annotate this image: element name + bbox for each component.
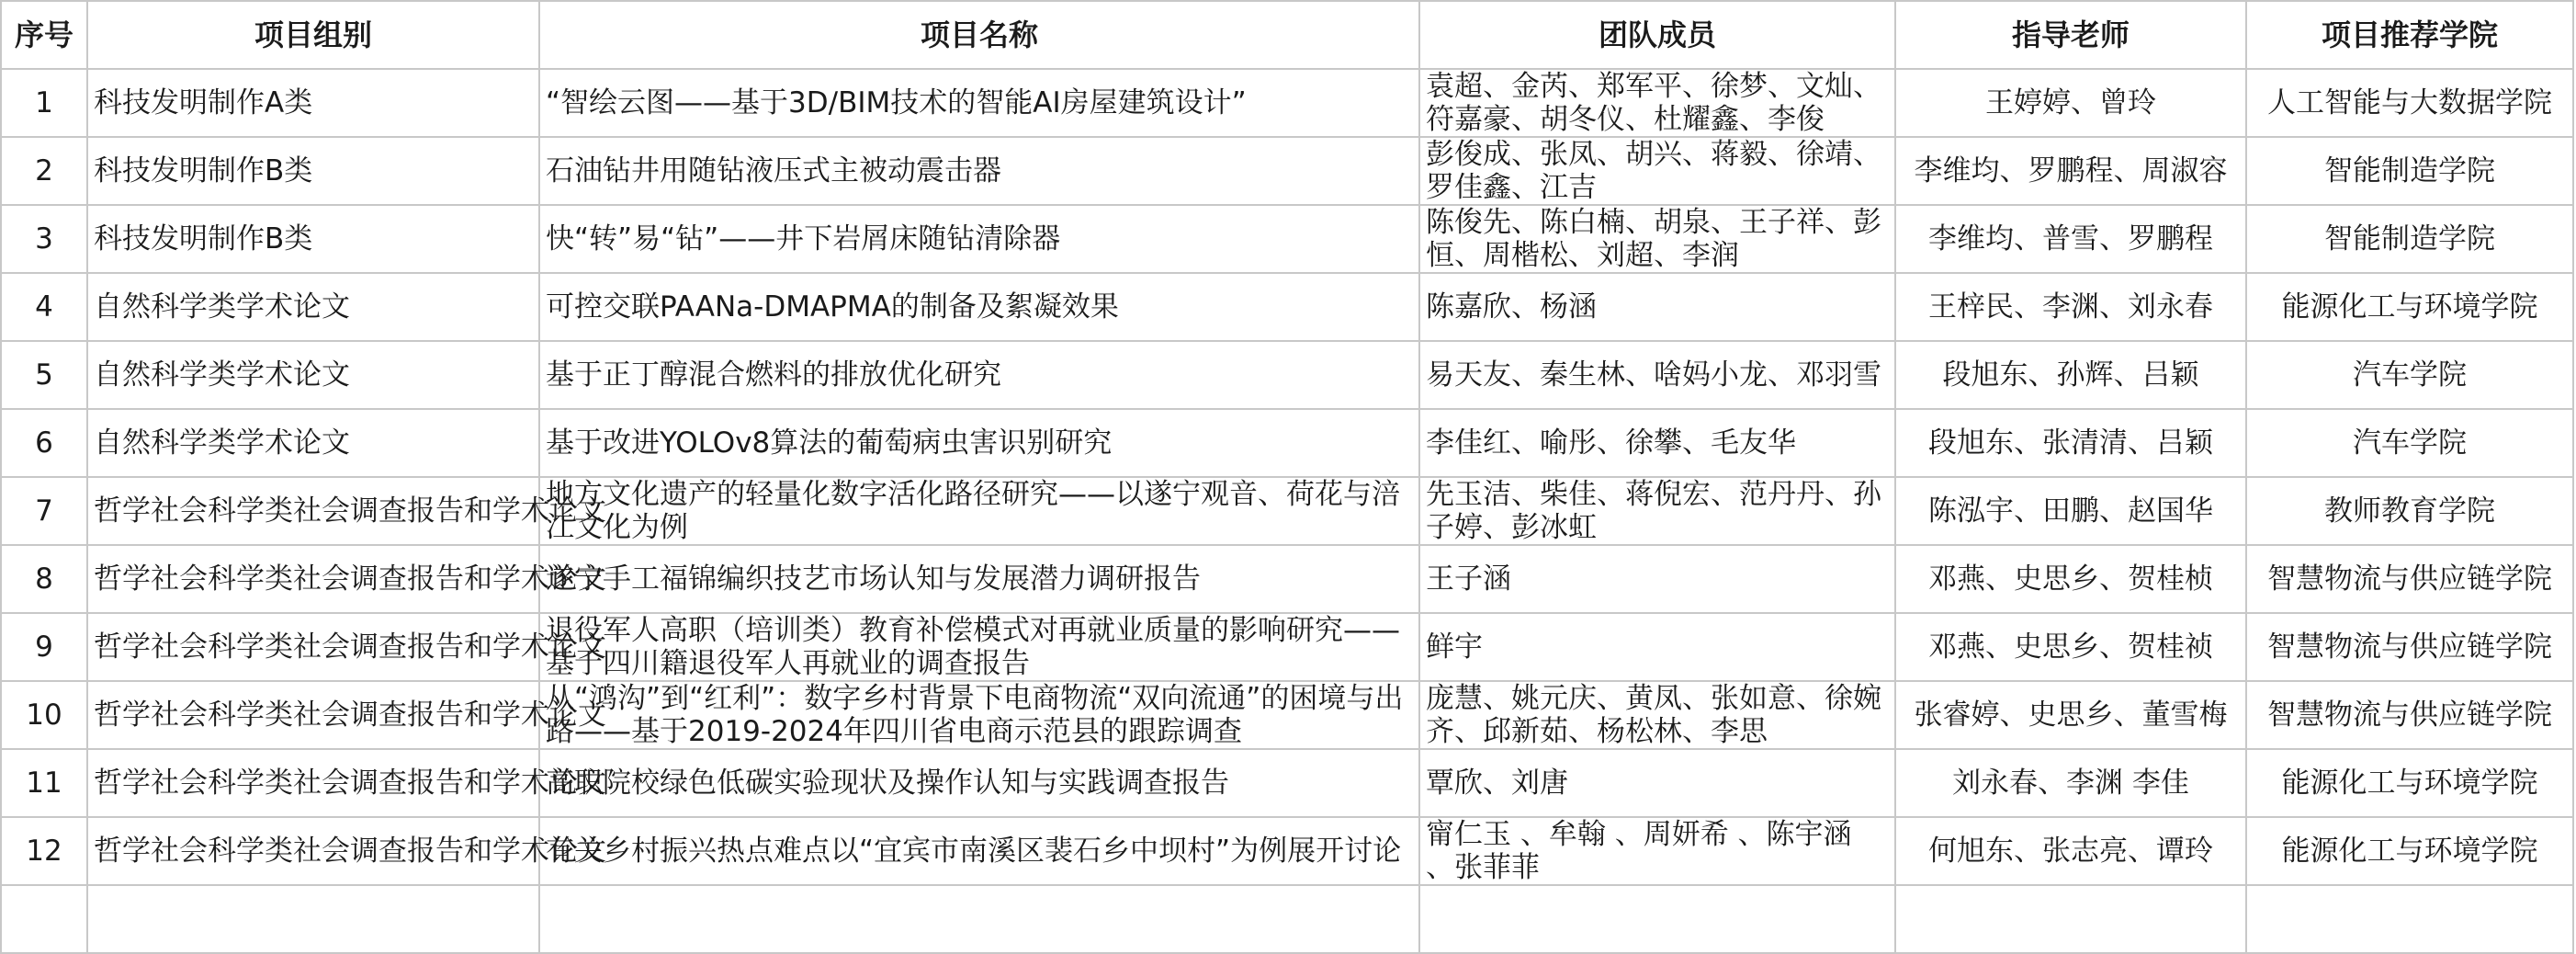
header-cell-index[interactable]: 序号: [1, 1, 87, 69]
index-cell[interactable]: [1, 205, 87, 273]
team-members-cell[interactable]: [1419, 545, 1895, 613]
team-members-cell[interactable]: [1419, 137, 1895, 205]
empty-cell[interactable]: [1895, 885, 2246, 953]
table-row: [1, 749, 2573, 817]
index-cell-text: 8: [35, 562, 53, 596]
project-name-cell-text: 遂宁手工福锦编织技艺市场认知与发展潜力调研报告: [546, 562, 1201, 596]
project-name-cell-text: 地方文化遗产的轻量化数字活化路径研究——以遂宁观音、荷花与涪江文化为例: [546, 478, 1400, 544]
college-cell[interactable]: [2246, 477, 2573, 545]
project-name-cell-text: 基于改进YOLOv8算法的葡萄病虫害识别研究: [546, 426, 1113, 460]
college-cell[interactable]: [2246, 681, 2573, 749]
advisor-cell-text: 邓燕、史思乡、贺桂祯: [1928, 630, 2213, 664]
group-cell[interactable]: [87, 817, 606, 885]
group-cell-text: 哲学社会科学类社会调查报告和学术论文: [94, 698, 606, 732]
header-cell-team[interactable]: 团队成员: [1419, 1, 1895, 69]
college-cell-text: 智能制造学院: [2324, 222, 2495, 256]
college-cell-text: 教师教育学院: [2324, 494, 2495, 528]
team-members-cell-text: 甯仁玉 、牟翰 、周妍希 、陈宇涵 、张菲菲: [1426, 818, 1852, 884]
table-row: [1, 341, 2573, 409]
college-cell-text: 能源化工与环境学院: [2281, 767, 2538, 800]
team-members-cell[interactable]: [1419, 477, 1895, 545]
project-name-cell[interactable]: [539, 273, 1419, 341]
empty-row: [1, 885, 2573, 953]
college-cell-text: 能源化工与环境学院: [2281, 290, 2538, 324]
project-name-cell[interactable]: [539, 341, 1419, 409]
college-cell-text: 智慧物流与供应链学院: [2267, 698, 2552, 732]
project-name-cell[interactable]: [539, 613, 1419, 681]
team-members-cell-text: 陈俊先、陈白楠、胡泉、王子祥、彭恒、周楷松、刘超、李润: [1426, 206, 1881, 272]
index-cell[interactable]: [1, 409, 87, 477]
team-members-cell-text: 覃欣、刘唐: [1426, 767, 1568, 800]
team-members-cell[interactable]: [1419, 749, 1895, 817]
college-cell-text: 汽车学院: [2353, 358, 2467, 392]
advisor-cell[interactable]: [1895, 817, 2246, 885]
index-cell-text: 4: [35, 290, 53, 324]
team-members-cell[interactable]: [1419, 69, 1895, 137]
index-cell-text: 3: [35, 222, 53, 256]
group-cell-text: 自然科学类学术论文: [94, 290, 350, 324]
advisor-cell-text: 何旭东、张志亮、谭玲: [1928, 835, 2213, 868]
header-row: [1, 1, 2573, 69]
index-cell[interactable]: [1, 545, 87, 613]
advisor-cell-text: 段旭东、孙辉、吕颖: [1942, 358, 2199, 392]
team-members-cell[interactable]: [1419, 341, 1895, 409]
group-cell-text: 哲学社会科学类社会调查报告和学术论文: [94, 835, 606, 868]
project-name-cell[interactable]: [539, 409, 1419, 477]
college-cell[interactable]: [2246, 137, 2573, 205]
group-cell-text: 自然科学类学术论文: [94, 426, 350, 460]
empty-cell[interactable]: [539, 885, 1419, 953]
group-cell[interactable]: [87, 681, 606, 749]
college-cell[interactable]: [2246, 817, 2573, 885]
table-row: [1, 137, 2573, 205]
group-cell-text: 哲学社会科学类社会调查报告和学术论文: [94, 494, 606, 528]
advisor-cell[interactable]: [1895, 273, 2246, 341]
table-row: [1, 477, 2573, 545]
group-cell[interactable]: [87, 273, 539, 341]
advisor-cell-text: 邓燕、史思乡、贺桂桢: [1928, 562, 2213, 596]
college-cell[interactable]: [2246, 273, 2573, 341]
index-cell[interactable]: [1, 817, 87, 885]
college-cell[interactable]: [2246, 69, 2573, 137]
college-cell[interactable]: [2246, 749, 2573, 817]
advisor-cell-text: 刘永春、李渊 李佳: [1952, 767, 2189, 800]
group-cell-text: 哲学社会科学类社会调查报告和学术论文: [94, 630, 606, 664]
project-name-cell-text: “智绘云图——基于3D/BIM技术的智能AI房屋建筑设计”: [546, 86, 1247, 119]
index-cell-text: 12: [26, 835, 62, 868]
empty-cell[interactable]: [1419, 885, 1895, 953]
team-members-cell-text: 袁超、金芮、郑军平、徐梦、文灿、符嘉豪、胡冬仪、杜耀鑫、李俊: [1426, 70, 1881, 136]
index-cell-text: 6: [35, 426, 53, 460]
index-cell[interactable]: [1, 477, 87, 545]
college-cell-text: 人工智能与大数据学院: [2267, 86, 2552, 119]
project-name-cell[interactable]: [539, 681, 1419, 749]
empty-cell[interactable]: [2246, 885, 2573, 953]
advisor-cell[interactable]: [1895, 341, 2246, 409]
group-cell[interactable]: [87, 613, 606, 681]
project-name-cell-text: 可控交联PAANa-DMAPMA的制备及絮凝效果: [546, 290, 1119, 324]
table-row: [1, 681, 2573, 749]
project-name-cell[interactable]: [539, 477, 1419, 545]
college-cell[interactable]: [2246, 341, 2573, 409]
table-row: [1, 409, 2573, 477]
index-cell[interactable]: [1, 681, 87, 749]
advisor-cell[interactable]: [1895, 477, 2246, 545]
group-cell[interactable]: [87, 69, 539, 137]
empty-cell[interactable]: [87, 885, 539, 953]
group-cell-text: 自然科学类学术论文: [94, 358, 350, 392]
advisor-cell-text: 王婷婷、曾玲: [1985, 86, 2156, 119]
advisor-cell-text: 王梓民、李渊、刘永春: [1928, 290, 2213, 324]
index-cell-text: 7: [35, 494, 53, 528]
advisor-cell-text: 李维均、罗鹏程、周淑容: [1914, 154, 2228, 187]
table-row: [1, 613, 2573, 681]
project-name-cell-text: 从“鸿沟”到“红利”：数字乡村背景下电商物流“双向流通”的困境与出路——基于2019-2024年四川省电商示范县的跟踪调查: [546, 682, 1404, 748]
team-members-cell[interactable]: [1419, 273, 1895, 341]
project-name-cell-text: 退役军人高职（培训类）教育补偿模式对再就业质量的影响研究——基于四川籍退役军人再就业的调查报告: [546, 614, 1400, 680]
table-row: [1, 69, 2573, 137]
index-cell-text: 9: [35, 630, 53, 664]
team-members-cell-text: 先玉洁、柴佳、蒋倪宏、范丹丹、孙子婷、彭冰虹: [1426, 478, 1881, 544]
group-cell[interactable]: [87, 409, 539, 477]
group-cell-text: 科技发明制作B类: [94, 222, 313, 256]
team-members-cell[interactable]: [1419, 409, 1895, 477]
advisor-cell[interactable]: [1895, 69, 2246, 137]
header-cell-advisor[interactable]: 指导老师: [1895, 1, 2246, 69]
project-name-cell-text: 有关乡村振兴热点难点以“宜宾市南溪区裴石乡中坝村”为例展开讨论: [546, 835, 1402, 868]
advisor-cell[interactable]: [1895, 409, 2246, 477]
team-members-cell-text: 鲜宇: [1426, 630, 1483, 664]
group-cell[interactable]: [87, 341, 539, 409]
group-cell[interactable]: [87, 205, 539, 273]
project-name-cell[interactable]: [539, 137, 1419, 205]
index-cell[interactable]: [1, 69, 87, 137]
team-members-cell-text: 易天友、秦生林、啥妈小龙、邓羽雪: [1426, 358, 1881, 392]
team-members-cell[interactable]: [1419, 613, 1895, 681]
group-cell[interactable]: [87, 477, 606, 545]
team-members-cell-text: 李佳红、喻彤、徐攀、毛友华: [1426, 426, 1796, 460]
project-name-cell[interactable]: [539, 749, 1419, 817]
advisor-cell[interactable]: [1895, 545, 2246, 613]
index-cell-text: 1: [35, 86, 53, 119]
advisor-cell-text: 李维均、普雪、罗鹏程: [1928, 222, 2213, 256]
empty-cell[interactable]: [1, 885, 87, 953]
index-cell[interactable]: [1, 273, 87, 341]
team-members-cell[interactable]: [1419, 817, 1895, 885]
project-name-cell-text: 快“转”易“钻”——井下岩屑床随钻清除器: [546, 222, 1061, 256]
group-cell-text: 哲学社会科学类社会调查报告和学术论文: [94, 562, 606, 596]
project-name-cell[interactable]: [539, 545, 1419, 613]
index-cell-text: 10: [26, 698, 62, 732]
project-name-cell[interactable]: [539, 817, 1419, 885]
header-cell-college[interactable]: 项目推荐学院: [2246, 1, 2573, 69]
college-cell-text: 智慧物流与供应链学院: [2267, 562, 2552, 596]
advisor-cell-text: 段旭东、张清清、吕颖: [1928, 426, 2213, 460]
group-cell[interactable]: [87, 545, 606, 613]
team-members-cell[interactable]: [1419, 205, 1895, 273]
college-cell[interactable]: [2246, 613, 2573, 681]
group-cell-text: 科技发明制作A类: [94, 86, 313, 119]
table-row: [1, 545, 2573, 613]
advisor-cell[interactable]: [1895, 613, 2246, 681]
advisor-cell[interactable]: [1895, 681, 2246, 749]
project-name-cell-text: 基于正丁醇混合燃料的排放优化研究: [546, 358, 1001, 392]
table-row: [1, 817, 2573, 885]
index-cell-text: 2: [35, 154, 53, 187]
header-cell-group[interactable]: 项目组别: [87, 1, 539, 69]
index-cell[interactable]: [1, 749, 87, 817]
team-members-cell-text: 彭俊成、张凤、胡兴、蒋毅、徐靖、罗佳鑫、江吉: [1426, 138, 1881, 204]
college-cell-text: 智能制造学院: [2324, 154, 2495, 187]
project-name-cell[interactable]: [539, 69, 1419, 137]
team-members-cell-text: 王子涵: [1426, 562, 1511, 596]
project-name-cell-text: 石油钻井用随钻液压式主被动震击器: [546, 154, 1001, 187]
college-cell[interactable]: [2246, 545, 2573, 613]
group-cell[interactable]: [87, 137, 539, 205]
advisor-cell-text: 陈泓宇、田鹏、赵国华: [1928, 494, 2213, 528]
index-cell[interactable]: [1, 341, 87, 409]
index-cell-text: 11: [26, 767, 62, 800]
advisor-cell-text: 张睿婷、史思乡、董雪梅: [1914, 698, 2228, 732]
college-cell-text: 能源化工与环境学院: [2281, 835, 2538, 868]
college-cell[interactable]: [2246, 205, 2573, 273]
team-members-cell[interactable]: [1419, 681, 1895, 749]
advisor-cell[interactable]: [1895, 205, 2246, 273]
table-row: [1, 273, 2573, 341]
project-name-cell-text: 高职院校绿色低碳实验现状及操作认知与实践调查报告: [546, 767, 1229, 800]
college-cell-text: 汽车学院: [2353, 426, 2467, 460]
team-members-cell-text: 陈嘉欣、杨涵: [1426, 290, 1597, 324]
group-cell-text: 哲学社会科学类社会调查报告和学术论文: [94, 767, 606, 800]
college-cell-text: 智慧物流与供应链学院: [2267, 630, 2552, 664]
group-cell-text: 科技发明制作B类: [94, 154, 313, 187]
project-name-cell[interactable]: [539, 205, 1419, 273]
advisor-cell[interactable]: [1895, 749, 2246, 817]
index-cell-text: 5: [35, 358, 53, 392]
college-cell[interactable]: [2246, 409, 2573, 477]
team-members-cell-text: 庞慧、姚元庆、黄凤、张如意、徐婉齐、邱新茹、杨松林、李思: [1426, 682, 1881, 748]
index-cell[interactable]: [1, 137, 87, 205]
table-row: [1, 205, 2573, 273]
index-cell[interactable]: [1, 613, 87, 681]
group-cell[interactable]: [87, 749, 606, 817]
advisor-cell[interactable]: [1895, 137, 2246, 205]
header-cell-name[interactable]: 项目名称: [539, 1, 1419, 69]
